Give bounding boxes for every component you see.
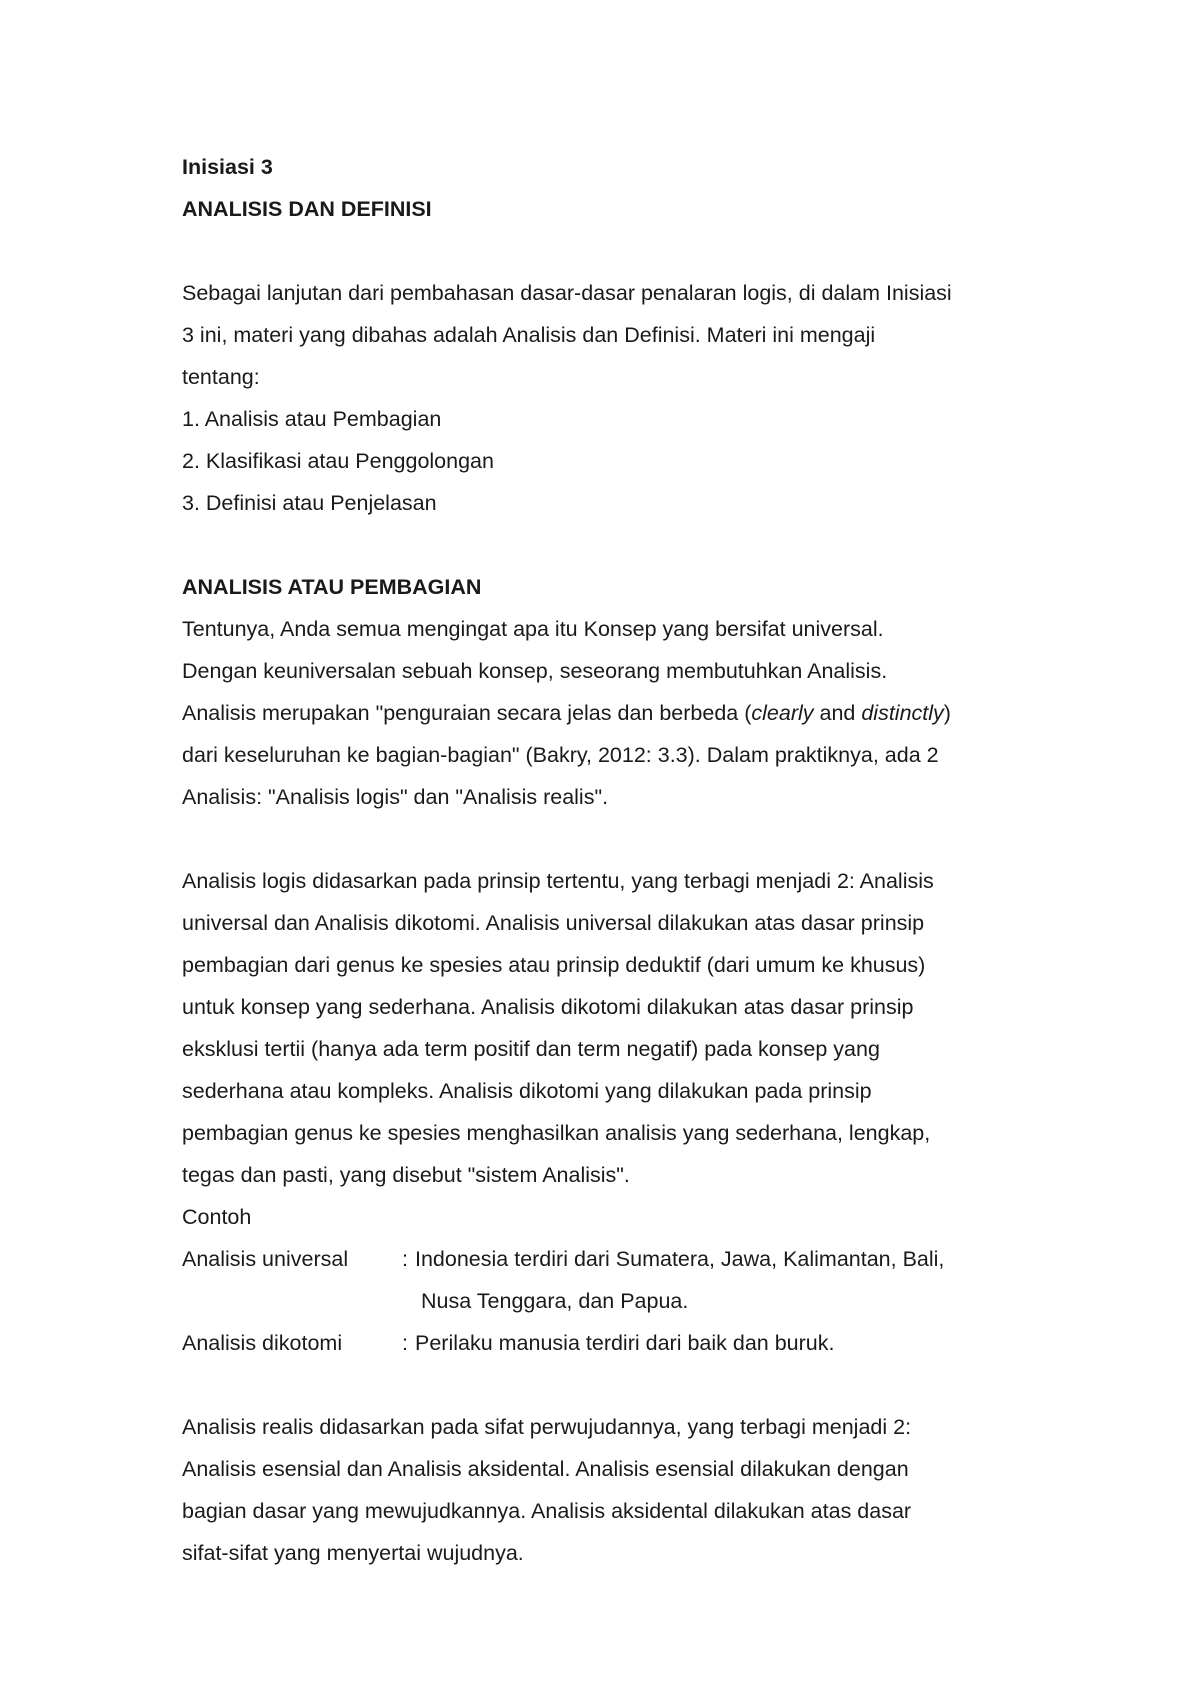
example-value: Perilaku manusia terdiri dari baik dan buruk. [415,1331,835,1355]
document-title: Inisiasi 3 [182,155,273,179]
example-row-universal-continued [182,1280,1082,1322]
paragraph-text: Analisis merupakan "penguraian secara jelas dan berbeda ( [182,701,752,725]
italic-term: distinctly [861,701,944,725]
example-row-universal [182,1238,1082,1280]
section-heading: ANALISIS ATAU PEMBAGIAN [182,575,482,599]
paragraph-line: Analisis esensial dan Analisis aksidental. Analisis esensial dilakukan dengan [182,1457,909,1481]
section1-paragraph-2 [182,860,1082,1196]
example-term: Analisis universal [182,1247,349,1271]
intro-line: Sebagai lanjutan dari pembahasan dasar-dasar penalaran logis, di dalam Inisiasi [182,281,952,305]
paragraph-line: untuk konsep yang sederhana. Analisis dikotomi dilakukan atas dasar prinsip [182,995,914,1019]
section1-paragraph-1 [182,608,1082,818]
example-term: Analisis dikotomi [182,1331,343,1355]
paragraph-line: Tentunya, Anda semua mengingat apa itu Konsep yang bersifat universal. [182,617,884,641]
paragraph-line: Dengan keuniversalan sebuah konsep, seseorang membutuhkan Analisis. [182,659,888,683]
document-subtitle: ANALISIS DAN DEFINISI [182,197,432,221]
paragraph-line: eksklusi tertii (hanya ada term positif dan term negatif) pada konsep yang [182,1037,880,1061]
paragraph-line: dari keseluruhan ke bagian-bagian" (Bakry, 2012: 3.3). Dalam praktiknya, ada 2 [182,743,939,767]
paragraph-line: Analisis logis didasarkan pada prinsip tertentu, yang terbagi menjadi 2: Analisis [182,869,934,893]
paragraph-line: tegas dan pasti, yang disebut "sistem Analisis". [182,1163,630,1187]
intro-line: tentang: [182,365,260,389]
paragraph-line [182,692,1082,734]
document-content [182,146,1082,1574]
paragraph-line: pembagian genus ke spesies menghasilkan analisis yang sederhana, lengkap, [182,1121,931,1145]
example-label: Contoh [182,1205,252,1229]
example-row-dikotomi [182,1322,1082,1364]
paragraph-text: ) [943,701,951,725]
section1-paragraph-3 [182,1406,1082,1574]
list-item: 3. Definisi atau Penjelasan [182,491,437,515]
paragraph-line: universal dan Analisis dikotomi. Analisis universal dilakukan atas dasar prinsip [182,911,925,935]
paragraph-line: sederhana atau kompleks. Analisis dikotomi yang dilakukan pada prinsip [182,1079,872,1103]
spacer [182,818,1082,860]
paragraph-text: and [813,701,862,725]
example-colon: : [402,1247,408,1271]
example-value: Indonesia terdiri dari Sumatera, Jawa, Kalimantan, Bali, [415,1247,945,1271]
paragraph-line: Analisis realis didasarkan pada sifat perwujudannya, yang terbagi menjadi 2: [182,1415,912,1439]
list-item: 2. Klasifikasi atau Penggolongan [182,449,494,473]
intro-paragraph [182,272,1082,398]
intro-line: 3 ini, materi yang dibahas adalah Analisis dan Definisi. Materi ini mengaji [182,323,876,347]
paragraph-line: sifat-sifat yang menyertai wujudnya. [182,1541,524,1565]
list-item: 1. Analisis atau Pembagian [182,407,442,431]
paragraph-line: Analisis: "Analisis logis" dan "Analisis realis". [182,785,609,809]
example-value: Nusa Tenggara, dan Papua. [421,1289,689,1313]
paragraph-line: pembagian dari genus ke spesies atau prinsip deduktif (dari umum ke khusus) [182,953,926,977]
spacer [182,524,1082,566]
example-colon: : [402,1331,408,1355]
paragraph-line: bagian dasar yang mewujudkannya. Analisis aksidental dilakukan atas dasar [182,1499,912,1523]
italic-term: clearly [751,701,814,725]
topic-list [182,398,1082,524]
spacer [182,230,1082,272]
spacer [182,1364,1082,1406]
